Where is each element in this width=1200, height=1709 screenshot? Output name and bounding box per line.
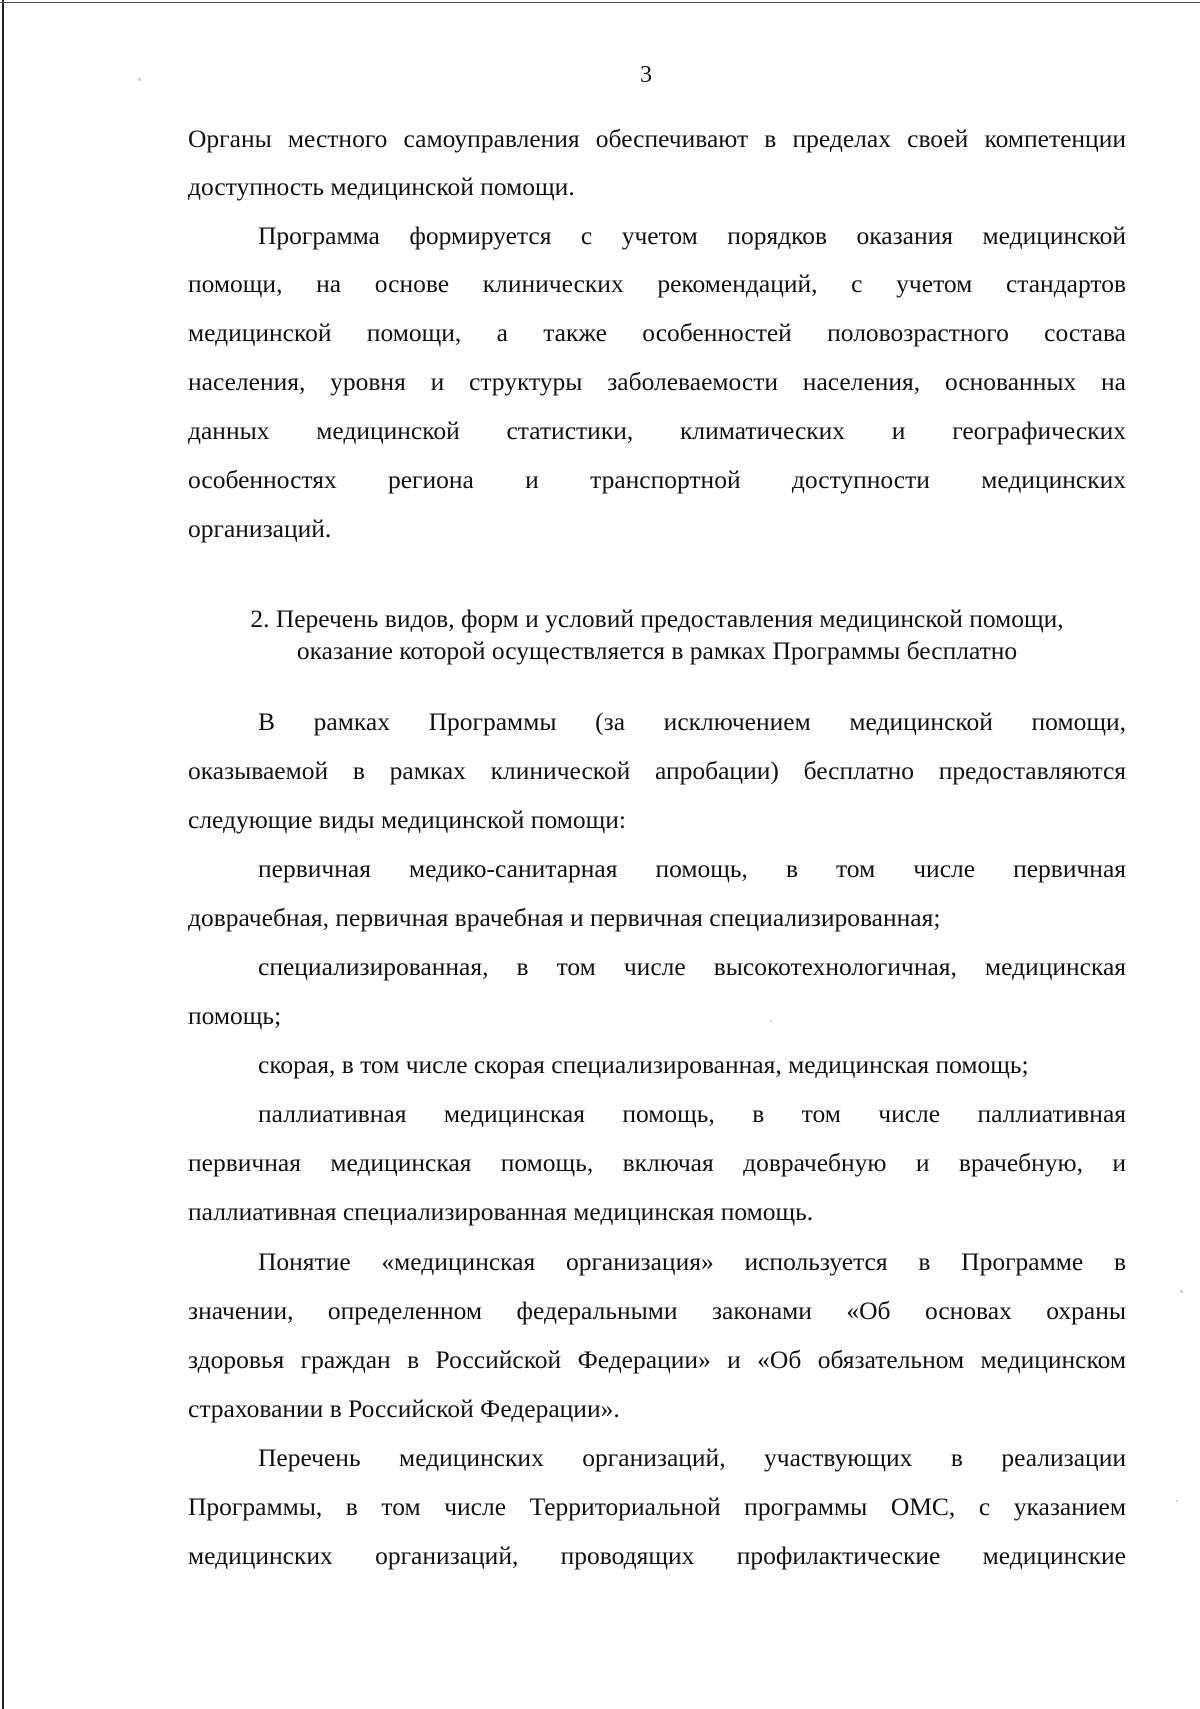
paragraph-line: доступность медицинской помощи. [188,172,575,201]
paragraph-line: следующие виды медицинской помощи: [188,805,626,834]
list-item-line: скорая, в том числе скорая специализированная, медицинская помощь; [258,1050,1029,1079]
scan-speck [770,1020,772,1022]
page-edge-left [2,0,4,1709]
scan-speck [138,78,141,81]
scan-speck [1176,1500,1178,1502]
paragraph-line: Программы, в том числе Территориальной программы ОМС, с указанием [188,1492,1126,1521]
paragraph-line: Перечень медицинских организаций, участвующих в реализации [258,1443,1126,1472]
paragraph-line: организаций. [188,514,332,543]
paragraph-line: данных медицинской статистики, климатических и географических [188,416,1126,445]
paragraph-line: Органы местного самоуправления обеспечивают в пределах своей компетенции [188,124,1126,153]
list-item-line: помощь; [188,1001,282,1030]
list-item-line: первичная медицинская помощь, включая доврачебную и врачебную, и [188,1148,1126,1177]
list-item-line: доврачебная, первичная врачебная и первичная специализированная; [188,903,941,932]
paragraph-line: населения, уровня и структуры заболеваемости населения, основанных на [188,367,1126,396]
page-number: 3 [640,62,652,88]
list-item-line: первичная медико-санитарная помощь, в том числе первичная [258,854,1126,883]
paragraph-line: медицинских организаций, проводящих профилактические медицинские [188,1541,1126,1570]
section-heading-line: оказание которой осуществляется в рамках Программы бесплатно [296,636,1018,665]
list-item-line: паллиативная специализированная медицинская помощь. [188,1197,814,1226]
scan-speck [1180,1290,1183,1293]
list-item-line: специализированная, в том числе высокотехнологичная, медицинская [258,952,1126,981]
list-item-line: паллиативная медицинская помощь, в том числе паллиативная [258,1099,1126,1128]
paragraph-line: оказываемой в рамках клинической апробации) бесплатно предоставляются [188,756,1126,785]
paragraph-line: медицинской помощи, а также особенностей половозрастного состава [188,318,1126,347]
paragraph-line: помощи, на основе клинических рекомендаций, с учетом стандартов [188,269,1126,298]
paragraph-line: особенностях региона и транспортной доступности медицинских [188,465,1126,494]
paragraph-line: Понятие «медицинская организация» используется в Программе в [258,1247,1126,1276]
paragraph-line: значении, определенном федеральными законами «Об основах охраны [188,1296,1126,1325]
paragraph-line: здоровья граждан в Российской Федерации» и «Об обязательном медицинском [188,1345,1126,1374]
paragraph-line: Программа формируется с учетом порядков оказания медицинской [258,221,1126,250]
section-heading-line: 2. Перечень видов, форм и условий предоставления медицинской помощи, [250,604,1064,633]
paragraph-line: страховании в Российской Федерации». [188,1394,620,1423]
page-edge-top [0,2,1200,3]
paragraph-line: В рамках Программы (за исключением медицинской помощи, [258,707,1126,736]
